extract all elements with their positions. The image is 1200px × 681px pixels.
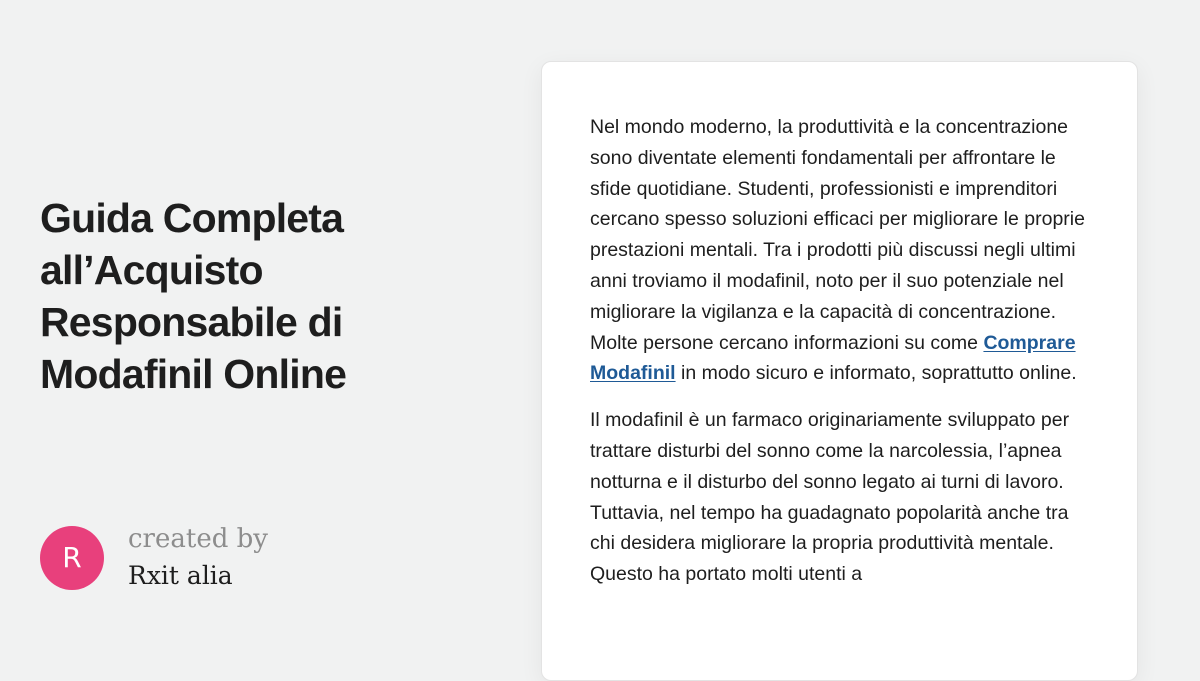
article-paragraph-1 <box>590 112 1097 389</box>
author-name: Rxit alia <box>128 561 233 590</box>
article-paragraph-2: Il modafinil è un farmaco originariamente sviluppato per trattare disturbi del sonno come la narcolessia, l’apnea notturna e il disturbo del sonno legato ai turni di lavoro. Tuttavia, nel tempo ha guadagnato popolarità anche tra chi desidera migliorare la propria produttività mentale. Questo ha portato molti utenti a <box>590 409 1070 586</box>
paragraph-1-text-after-link: in modo sicuro e informato, soprattutto online. <box>675 362 1077 385</box>
paragraph-1-text-before-link: Nel mondo moderno, la produttività e la concentrazione sono diventate elementi fondamentali per affrontare le sfide quotidiane. Studenti, professionisti e imprenditori cercano spesso soluzioni efficaci per migliorare le proprie prestazioni mentali. Tra i prodotti più discussi negli ultimi anni troviamo il modafinil, noto per il suo potenziale nel migliorare la vigilanza e la capacità di concentrazione. Molte persone cercano informazioni su come <box>590 116 1085 354</box>
page-title: Guida Completa all’Acquisto Responsabile di Modafinil Online <box>40 195 347 397</box>
created-by-label: created by <box>128 524 268 554</box>
author-avatar: R <box>40 526 104 590</box>
comprare-modafinil-link[interactable]: Comprare Modafinil <box>590 331 1076 385</box>
post-header <box>0 0 520 630</box>
article-preview-card <box>541 61 1138 681</box>
